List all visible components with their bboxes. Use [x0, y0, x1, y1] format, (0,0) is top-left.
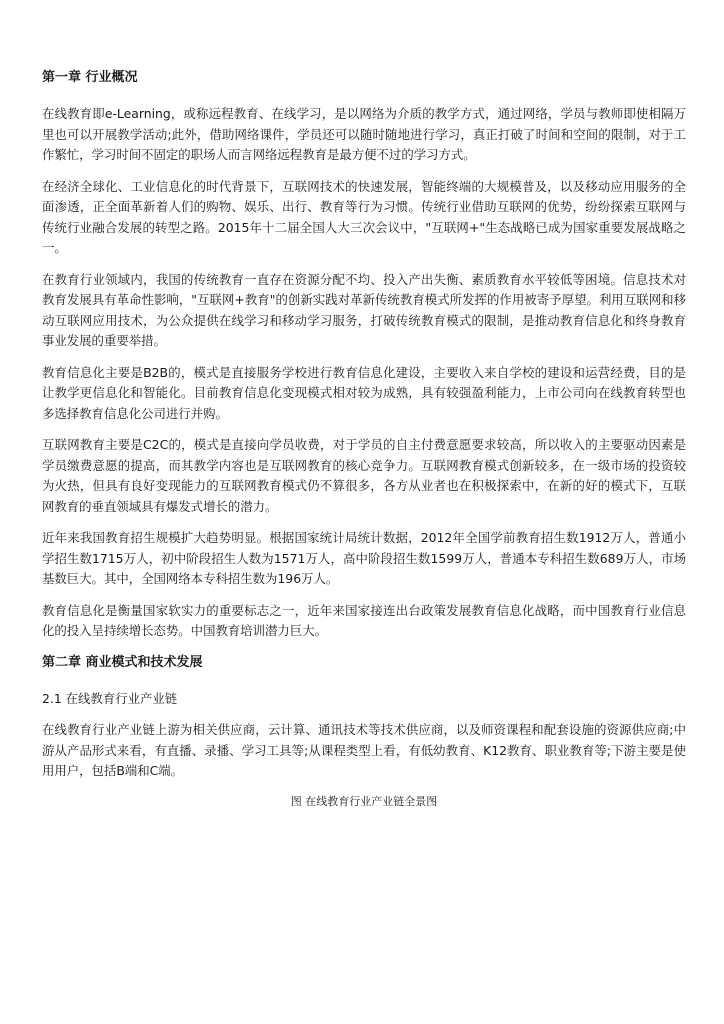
chapter-2-paragraph-1: 在线教育行业产业链上游为相关供应商，云计算、通讯技术等技术供应商，以及师资课程和配套设施的资源供应商;中游从产品形式来看，有直播、录播、学习工具等;从课程类型上看，有低幼教育、K12教育、职业教育等;下游主要是使用用户，包括B端和C端。 — [42, 722, 686, 778]
chapter-1-title: 第一章 行业概况 — [42, 70, 138, 85]
chapter-1-paragraph-2: 在经济全球化、工业信息化的时代背景下，互联网技术的快速发展，智能终端的大规模普及，以及移动应用服务的全面渗透，正全面革新着人们的购物、娱乐、出行、教育等行为习惯。传统行业借助互联网的优势，纷纷探索互联网与传统行业融合发展的转型之路。2015年十二届全国人大三次会议中，"互联网+"生态战略已成为国家重要发展战略之一。 — [42, 178, 686, 255]
chapter-2-title: 第二章 商业模式和技术发展 — [42, 654, 203, 670]
chapter-1-paragraph-3: 在教育行业领域内，我国的传统教育一直存在资源分配不均、投入产出失衡、素质教育水平较低等困境。信息技术对教育发展具有革命性影响，"互联网+教育"的创新实践对革新传统教育模式所发挥的作用被寄予厚望。利用互联网和移动互联网应用技术，为公众提供在线学习和移动学习服务，打破传统教育模式的限制，是推动教育信息化和终身教育事业发展的重要举措。 — [42, 271, 686, 348]
chapter-1-paragraph-5: 互联网教育主要是C2C的，模式是直接向学员收费，对于学员的自主付费意愿要求较高，所以收入的主要驱动因素是学员缴费意愿的提高，而其教学内容也是互联网教育的核心竞争力。互联网教育模式创新较多，在一级市场的投资较为火热，但具有良好变现能力的互联网教育模式仍不算很多，各方从业者也在积极探索中，在新的好的模式下，互联网教育的垂直领域具有爆发式增长的潜力。 — [42, 437, 686, 514]
chapter-1-paragraph-1: 在线教育即e-Learning，或称远程教育、在线学习，是以网络为介质的教学方式，通过网络，学员与教师即使相隔万里也可以开展教学活动;此外，借助网络课件，学员还可以随时随地进行学习，真正打破了时间和空间的限制，对于工作繁忙，学习时间不固定的职场人而言网络远程教育是最方便不过的学习方式。 — [42, 106, 686, 162]
section-2-1-title: 2.1 在线教育行业产业链 — [42, 690, 178, 706]
document-page — [42, 68, 686, 811]
chapter-1-paragraph-7: 教育信息化是衡量国家软实力的重要标志之一，近年来国家接连出台政策发展教育信息化战略，而中国教育行业信息化的投入呈持续增长态势。中国教育培训潜力巨大。 — [42, 602, 686, 638]
chapter-1-paragraph-4: 教育信息化主要是B2B的，模式是直接服务学校进行教育信息化建设，主要收入来自学校的建设和运营经费，目的是让教学更信息化和智能化。目前教育信息化变现模式相对较为成熟，具有较强盈利能力，上市公司向在线教育转型也多选择教育信息化公司进行并购。 — [42, 364, 686, 421]
figure-caption: 图 在线教育行业产业链全景图 — [290, 794, 438, 808]
chapter-1-paragraph-6: 近年来我国教育招生规模扩大趋势明显。根据国家统计局统计数据，2012年全国学前教育招生数1912万人，普通小学招生数1715万人，初中阶段招生人数为1571万人，高中阶段招生数1599万人，普通本专科招生数689万人，市场基数巨大。其中，全国网络本专科招生数为196万人。 — [42, 530, 686, 586]
